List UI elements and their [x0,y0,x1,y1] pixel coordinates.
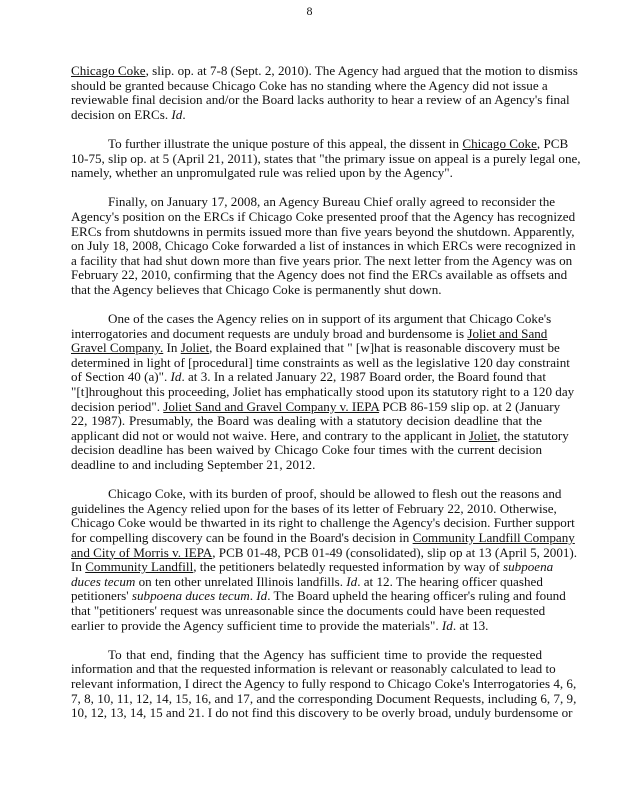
case-citation: Gravel Company. [71,340,164,356]
text-line [71,575,542,590]
text-line [71,486,562,502]
case-citation: Joliet [180,340,210,356]
text-segment: . [249,588,257,604]
case-citation: Community Landfill [85,559,194,575]
text-segment: information and that the requested information is relevant or reasonably calculated to lead to [71,661,556,677]
text-segment: . The Board upheld the hearing officer's ruling and found [267,588,566,604]
text-segment: determined in light of [procedural] time constraints as well as the legislative 120 day constraint [71,354,570,370]
text-line [71,515,575,531]
case-citation: Chicago Coke [71,63,146,78]
case-citation: and City of Morris v. IEPA [71,544,213,560]
text-segment: "[t]hroughout this proceeding, Joliet has emphatically stood upon its statutory right to a 120 day [71,384,575,400]
text-segment: petitioners' [71,588,132,604]
case-citation: Joliet Sand and Gravel Company v. IEPA [163,398,380,414]
text-line [71,458,542,473]
text-line [71,443,542,458]
text-segment: , slip. op. at 7-8 (Sept. 2, 2010). The Agency had argued that the motion to dismiss [145,63,578,78]
text-segment: February 22, 2010, confirming that the Agency does not find the ERCs available as offsets and [71,267,568,283]
text-segment: 7, 8, 10, 11, 12, 14, 15, 16, and 17, and the corresponding Document Requests, including 6, 7, 9, [71,690,577,706]
text-segment: , the Board explained that " [w]hat is reasonable discovery must be [209,340,560,356]
text-line [71,619,542,634]
page-number: 8 [306,4,313,18]
text-line [71,369,546,385]
italic-text: subpoena [503,559,554,575]
italic-text: duces tecum [71,573,136,589]
text-line [71,252,573,269]
text-segment: decision deadline has been waived by Chicago Coke four times with the current decision [71,442,542,458]
text-segment: . at 3. In a related January 22, 1987 Board order, the Board found that [181,369,546,385]
text-segment: . [182,106,186,122]
text-line [71,77,548,94]
text-segment: guidelines the Agency relied upon for the bases of its letter of February 22, 2010. Otherwise, [71,500,557,516]
text-segment: ERCs from shutdowns in permits issued more than five years beyond the shutdown. Apparently, [71,223,575,239]
document-body [71,63,581,735]
paragraph [71,311,575,473]
text-line [71,544,578,561]
paragraph [71,646,577,721]
text-line [71,223,575,240]
italic-text: Id [441,617,453,633]
text-line [71,92,570,108]
text-segment: Chicago Coke would be thwarted in its right to challenge the Agency's decision. Further support [71,515,575,531]
italic-text: Id [171,106,183,122]
text-segment: that the Agency believes that Chicago Coke is permanently shut down. [71,281,442,297]
text-segment: Agency's position on the ERCs if Chicago Coke presented proof that the Agency has recognized [71,208,576,224]
text-segment: In [71,559,86,575]
text-segment: To that end, finding that the Agency has sufficient time to provide the requested [108,646,542,662]
text-line [71,311,552,327]
paragraph [71,63,578,122]
text-segment: . at 13. [452,617,489,633]
text-segment: To further illustrate the unique posture of this appeal, the dissent in [108,135,463,151]
text-segment: interrogatories and document requests are unduly broad and burdensome is [71,325,468,341]
text-segment: 22, 1987). Presumably, the Board was dealing with a statutory decision deadline that the [71,413,542,429]
italic-text: Id [170,369,182,385]
text-segment: a facility that had shut down more than five years prior. The next letter from the Agency was on [71,252,573,268]
text-line [71,283,542,298]
text-line [71,398,561,415]
text-segment: decision period". [71,398,164,414]
text-line [71,588,566,604]
text-segment: earlier to provide the Agency sufficient time to provide the materials". [71,617,442,633]
text-line [71,194,556,210]
text-segment: , PCB 01-48, PCB 01-49 (consolidated), slip op at 13 (April 5, 2001). [212,544,578,560]
text-segment: , the petitioners belatedly requested information by way of [193,559,504,575]
text-line [71,559,554,575]
text-line [71,414,542,429]
text-segment: applicant did not or would not waive. Here, and contrary to the applicant in [71,427,469,443]
text-line [71,166,542,181]
text-segment: Chicago Coke, with its burden of proof, should be allowed to flesh out the reasons and [108,486,562,502]
text-segment: for compelling discovery can be found in the Board's decision in [71,530,413,545]
text-line [71,427,569,444]
text-segment: relevant information, I direct the Agency to fully respond to Chicago Coke's Interrogatories 4, 6, [71,675,577,691]
case-citation: Chicago Coke [462,135,537,151]
text-line [71,705,573,721]
italic-text: Id [256,588,268,604]
text-line [71,135,569,152]
text-segment: PCB 86-159 slip op. at 2 (January [379,398,561,414]
text-segment: on July 18, 2008, Chicago Coke forwarded a list of instances in which ERCs were recognized in [71,238,576,254]
text-line [71,690,577,707]
text-line [71,661,556,677]
paragraph [71,486,578,633]
text-segment: of Section 40 (a)". [71,369,171,385]
case-citation: Joliet [468,427,498,443]
text-line [71,340,560,356]
italic-text: subpoena duces tecum [131,588,250,604]
case-citation: Community Landfill Company [412,530,575,545]
text-segment: decision on ERCs. [71,106,172,122]
text-line [71,325,548,342]
text-segment: namely, whether an unpromulgated rule was relied upon by the Agency". [71,165,453,181]
paragraph [71,135,581,181]
text-line [71,530,575,546]
text-segment: 10, 12, 13, 14, 15 and 21. I do not find this discovery to be overly broad, unduly burdensome or [71,705,573,721]
text-line [71,648,542,663]
text-line [71,108,542,123]
text-line [71,384,575,400]
text-line [71,150,581,167]
text-line [71,208,576,225]
text-segment: In [163,340,181,356]
text-segment: reviewable final decision and/or the Board lacks authority to hear a review of an Agency's final [71,92,570,108]
text-segment: , PCB [536,135,569,151]
text-segment: that "petitioners' request was unreasonable since the documents could have been requested [71,602,546,618]
text-line [71,63,578,79]
paragraph [71,194,576,297]
text-segment: 10-75, slip op. at 5 (April 21, 2011), states that "the primary issue on appeal is a purely legal one, [71,150,581,166]
text-line [71,354,570,371]
text-segment: Finally, on January 17, 2008, an Agency Bureau Chief orally agreed to reconsider the [108,194,556,210]
text-line [71,500,557,517]
text-segment: should be granted because Chicago Coke has no standing where the Agency did not issue a [71,77,548,93]
text-segment: . at 12. The hearing officer quashed [357,573,543,589]
italic-text: Id [346,573,358,589]
text-segment: One of the cases the Agency relies on in support of its argument that Chicago Coke's [108,311,552,327]
text-segment: , the statutory [497,427,569,443]
text-line [71,267,568,283]
case-citation: Joliet and Sand [467,325,548,341]
text-line [71,238,576,254]
text-segment: deadline to and including September 21, 2012. [71,457,316,473]
text-line [71,675,577,692]
text-line [71,602,546,619]
text-segment: on ten other unrelated Illinois landfills. [135,573,347,589]
